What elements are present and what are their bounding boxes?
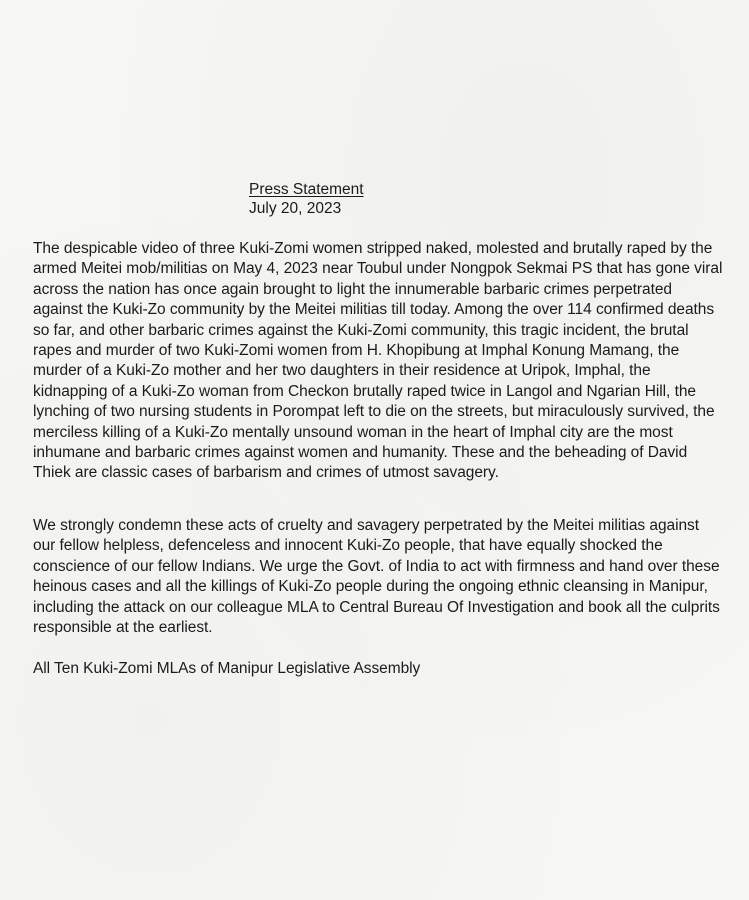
signature-line: All Ten Kuki-Zomi MLAs of Manipur Legislative Assembly <box>33 660 421 677</box>
paragraph-condemnation: We strongly condemn these acts of cruelty and savagery perpetrated by the Meitei militias against our fellow helpless, defenceless and innocent Kuki-Zo people, that have equally shocked the conscience of our fellow Indians. We urge the Govt. of India to act with firmness and hand over these heinous cases and all the killings of Kuki-Zo people during the ongoing ethnic cleansing in Manipur, including the attack on our colleague MLA to Central Bureau Of Investigation and book all the culprits responsible at the earliest. <box>33 517 720 637</box>
statement-date: July 20, 2023 <box>249 200 342 217</box>
statement-header <box>249 180 364 218</box>
paragraph-incidents: The despicable video of three Kuki-Zomi women stripped naked, molested and brutally raped by the armed Meitei mob/militias on May 4, 2023 near Toubul under Nongpok Sekmai PS that has gone viral across the nation has once again brought to light the innumerable barbaric crimes perpetrated against the Kuki-Zo community by the Meitei militias till today. Among the over 114 confirmed deaths so far, and other barbaric crimes against the Kuki-Zomi community, this tragic incident, the brutal rapes and murder of two Kuki-Zomi women from H. Khopibung at Imphal Konung Mamang, the murder of a Kuki-Zo mother and her two daughters in their residence at Uripok, Imphal, the kidnapping of a Kuki-Zo woman from Checkon brutally raped twice in Langol and Ngarian Hill, the lynching of two nursing students in Porompat left to die on the streets, but miraculously survived, the merciless killing of a Kuki-Zo mentally unsound woman in the heart of Imphal city are the most inhumane and barbaric crimes against women and humanity. These and the beheading of David Thiek are classic cases of barbarism and crimes of utmost savagery. <box>33 240 723 482</box>
statement-title: Press Statement <box>249 181 364 198</box>
